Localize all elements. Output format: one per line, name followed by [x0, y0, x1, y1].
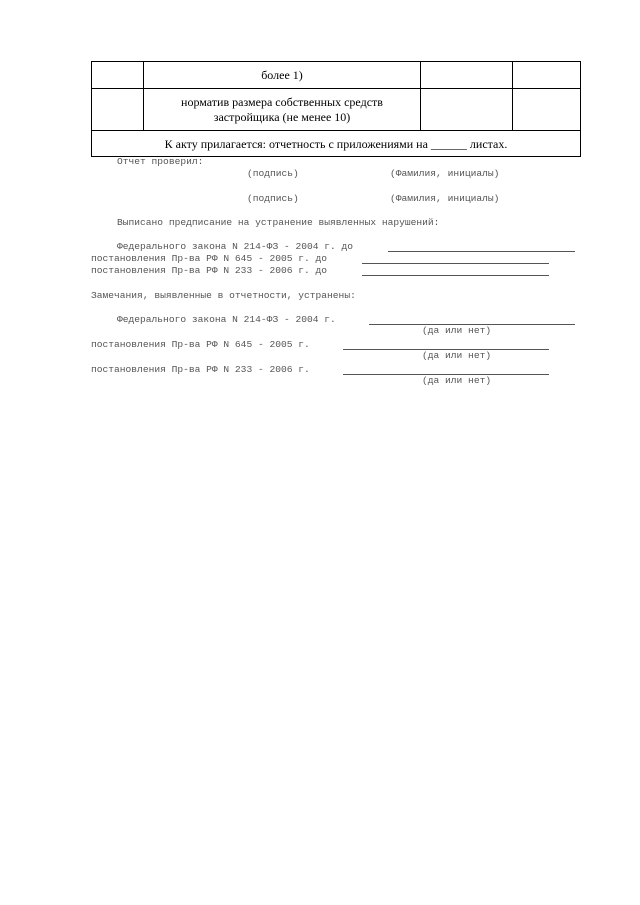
report-table	[91, 61, 581, 157]
remarks-decree-233: постановления Пр-ва РФ N 233 - 2006 г.	[91, 364, 310, 375]
remarks-title: Замечания, выявленные в отчетности, устранены:	[91, 290, 356, 301]
table-cell	[421, 62, 513, 89]
criterion-line: застройщика (не менее 10)	[213, 109, 351, 124]
order-title: Выписано предписание на устранение выявленных нарушений:	[117, 217, 440, 228]
criterion-line: норматив размера собственных средств	[181, 94, 383, 109]
remarks-law-214: Федерального закона N 214-ФЗ - 2004 г.	[117, 314, 336, 325]
table-row	[92, 62, 581, 89]
order-decree-645: постановления Пр-ва РФ N 645 - 2005 г. до	[91, 253, 328, 264]
attachment-note: К акту прилагается: отчетность с приложениями на ______ листах.	[92, 131, 581, 157]
table-cell-criterion	[144, 89, 421, 131]
table-row	[92, 131, 581, 157]
table-row	[92, 89, 581, 131]
order-law-214-field[interactable]	[388, 251, 575, 252]
table-cell	[92, 89, 144, 131]
yes-no-hint: (да или нет)	[422, 325, 492, 336]
signature-hint: (подпись)	[247, 168, 299, 179]
name-hint: (Фамилия, инициалы)	[390, 168, 500, 179]
name-hint: (Фамилия, инициалы)	[390, 193, 500, 204]
table-cell	[92, 62, 144, 89]
table-cell	[421, 89, 513, 131]
yes-no-hint: (да или нет)	[422, 350, 492, 361]
remarks-decree-645: постановления Пр-ва РФ N 645 - 2005 г.	[91, 339, 310, 350]
checked-by-label: Отчет проверил:	[117, 156, 204, 167]
table-cell	[513, 62, 581, 89]
order-decree-645-field[interactable]	[362, 263, 549, 264]
signature-hint: (подпись)	[247, 193, 299, 204]
order-decree-233-field[interactable]	[362, 275, 549, 276]
order-decree-233: постановления Пр-ва РФ N 233 - 2006 г. до	[91, 265, 328, 276]
table-cell-criterion: более 1)	[144, 62, 421, 89]
order-law-214: Федерального закона N 214-ФЗ - 2004 г. до	[117, 241, 354, 252]
table-cell	[513, 89, 581, 131]
yes-no-hint: (да или нет)	[422, 375, 492, 386]
